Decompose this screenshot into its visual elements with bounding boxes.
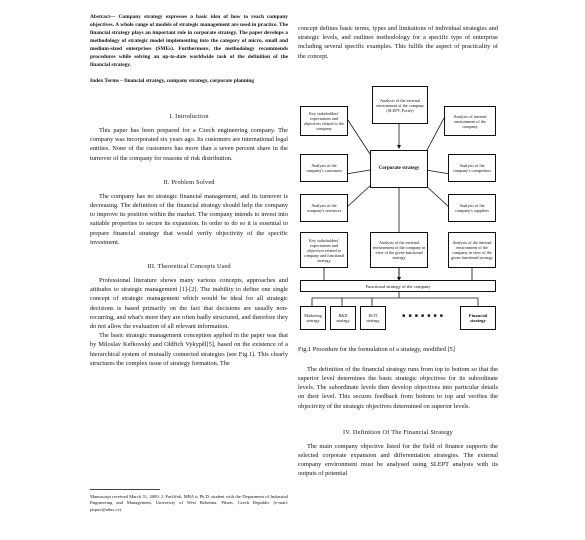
dots-ellipsis: ■ ■ ■ ■ ■ ■ ■ [402, 314, 444, 319]
footnote-rule [90, 489, 160, 490]
box-marketing-strategy: Marketing strategy [300, 306, 326, 330]
strategy-diagram [298, 84, 498, 344]
section-heading-problem: II. Problem Solved [163, 178, 215, 186]
box-stakeholders-functional: Key stakeholders' expectations and objectives related to company and functional strategy [300, 232, 348, 268]
box-customers: Analysis of the company's customers [300, 154, 348, 182]
box-suppliers: Analysis of the company's suppliers [448, 194, 496, 222]
left-column [90, 0, 288, 512]
section-heading-financial-strategy: IV. Definition Of The Financial Strategy [343, 428, 453, 436]
right-paragraph-2: The definition of the financial strategy runs from top to bottom so that the superior level determines the basic strategic objectives for its subordinate levels. The subordinate levels then develop objectives into particular details on their level. This secures feedback from bottom to top and verifies the objectivity of the strategic objectives determined on superior levels. [298, 365, 498, 410]
section-heading-introduction: I. Introduction [169, 113, 209, 120]
right-top-paragraph: concept defines basic terms, types and limitations of individual strategies and strategic levels, and outlines methodology for a specific type of enterprise including several specific examples. This fulfils the aspect of practicality of the concept. [298, 25, 498, 60]
right-column-bottom [298, 346, 498, 479]
index-terms: Index Terms – financial strategy, company strategy, corporate planning [90, 78, 255, 84]
section-heading-concepts: III. Theoretical Concepts Used [147, 263, 231, 271]
box-financial-strategy: Financial strategy [460, 306, 496, 330]
box-corporate-strategy: Corporate strategy [370, 150, 428, 188]
box-external-environment-functional: Analysis of the external environment of the company in view of the given functional strategy [370, 232, 428, 268]
box-competitors: Analysis of the company's competitors [448, 154, 496, 182]
box-functional-strategy: Functional strategy of the company [300, 280, 496, 292]
right-column [298, 0, 498, 61]
box-external-environment: Analysis of the external environment of the company (SLEPT, Porter) [372, 86, 428, 124]
box-isit-strategy: IS/IT strategy [360, 306, 386, 330]
box-resources: Analysis of the company's resources [300, 194, 348, 222]
box-internal-environment: Analysis of internal environment of the company [444, 106, 496, 136]
box-stakeholders: Key stakeholders' expectations and objectives related to the company [300, 106, 348, 136]
abstract: Abstract— Company strategy expresses a basic idea of how to reach company objectives. A whole range of models of strategic management are used in practice. The financial strategy plays an important role in corporate strategy. The paper develops a methodology of strategic model implementing into the category of micro, small and medium-sized enterprises (SMEs). Furthermore, the methodology recommends procedures while solving an up-to-date worldwide task of the definition of the financial strategy. [90, 14, 288, 68]
concepts-paragraph-2: The basic strategic management conception applied in the paper was that by Miloslav Keřkovský and Oldřich Vykypěl[5], based on the existence of a hierarchical system of mutually connected strategies (see Fig.1). This clearly structures the complex issue of strategy formation. The [90, 332, 288, 367]
box-rd-strategy: R&D strategy [330, 306, 356, 330]
figure-caption: Fig.1 Procedure for the formulation of a strategy, modified [5] [298, 346, 455, 353]
concepts-paragraph-1: Professional literature shows many various concepts, approaches and attitudes to strategic management [1]-[2]. The inability to define one single concept of strategic management which would be ideal for all strategic decisions is based primarily on the fact that decisions are usually non-recurring, and what's more they are often badly structured, and therefore they do not allow the evaluation of all relevant information. [90, 277, 288, 331]
footnote: Manuscript received March 31, 2009. J. Pavlíček, MBA is Ph.D. student with the Department of Industrial Engineering and Management, University of West Bohemia, Pilsen, Czech Republic (e-mail: jarpav@atlas.cz). [90, 494, 288, 512]
problem-text: The company has no strategic financial management, and its turnover is decreasing. The definition of the financial strategy should help the company to improve its position within the market. The company intends to invest into suitable properties to secure its expansion. In order to do so it is essential to prepare financial strategy that would verify objectivity of the specific investment. [90, 192, 288, 246]
box-internal-environment-functional: Analysis of the internal environment of the company in view of the given functional strategy [448, 232, 496, 268]
financial-strategy-text: The main company objective listed for the field of finance supports the selected corporate expansion and differentiation strategies. The external company environment must be analysed using SLEPT analysis with its outputs of potential [298, 442, 498, 478]
introduction-text: This paper has been prepared for a Czech engineering company. The company was incorporated six years ago. Its customers are international legal entities. None of the customers has more than a seven percent share in the turnover of the company for reasons of risk distribution. [90, 127, 288, 162]
